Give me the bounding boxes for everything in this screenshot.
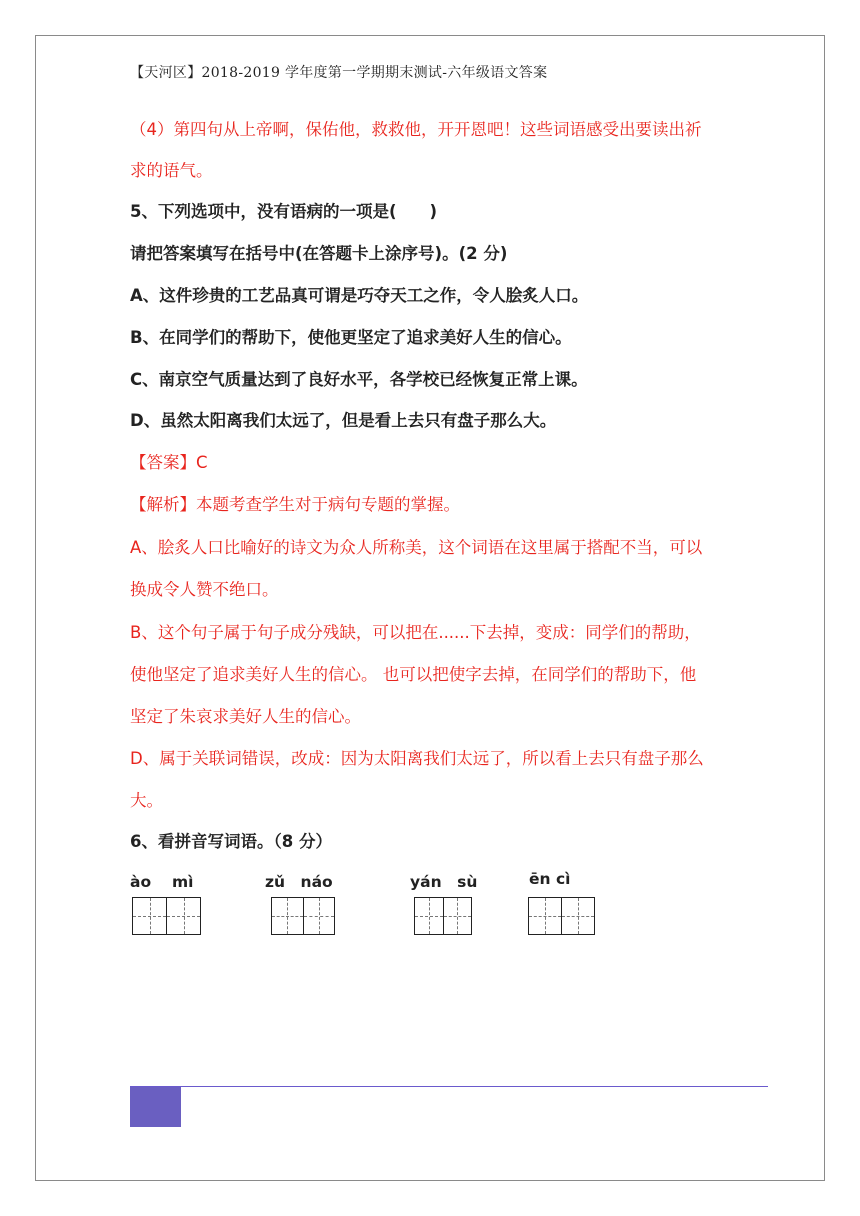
explanation-line: D、属于关联词错误，改成：因为太阳离我们太远了，所以看上去只有盘子那么 [130,749,704,768]
option-c: C、南京空气质量达到了良好水平，各学校已经恢复正常上课。 [130,370,588,389]
character-box[interactable] [133,898,166,934]
analysis-label: 【解析】本题考查学生对于病句专题的掌握。 [130,495,460,514]
explanation-line: 大。 [130,791,163,810]
character-box[interactable] [303,898,335,934]
character-box[interactable] [529,898,561,934]
character-box[interactable] [561,898,594,934]
explanation-line: B、这个句子属于句子成分残缺，可以把在......下去掉，变成：同学们的帮助， [130,623,701,642]
answer4-line1: （4）第四句从上帝啊，保佑他，救救他，开开恩吧！这些词语感受出要读出祈 [130,120,702,139]
page-header: 【天河区】2018-2019 学年度第一学期期末测试-六年级语文答案 [130,65,548,81]
writing-grid[interactable] [414,897,472,935]
writing-grid[interactable] [271,897,335,935]
option-b: B、在同学们的帮助下，使他更坚定了追求美好人生的信心。 [130,328,572,347]
character-box[interactable] [443,898,472,934]
character-box[interactable] [272,898,303,934]
option-a: A、这件珍贵的工艺品真可谓是巧夺天工之作，令人脍炙人口。 [130,286,589,305]
pinyin-label: ào mì [130,873,194,891]
answer-label: 【答案】C [130,453,208,472]
character-box[interactable] [415,898,443,934]
question6-title: 6、看拼音写词语。（8 分） [130,832,332,851]
pinyin-label: yán sù [410,873,478,891]
explanation-line: 使他坚定了追求美好人生的信心。 也可以把使字去掉，在同学们的帮助下，他 [130,665,697,684]
answer4-line2: 求的语气。 [130,161,213,180]
footer-accent-block [130,1087,181,1127]
writing-grid[interactable] [132,897,201,935]
pinyin-label: ēn cì [529,870,571,888]
character-box[interactable] [166,898,200,934]
option-d: D、虽然太阳离我们太远了，但是看上去只有盘子那么大。 [130,411,557,430]
writing-grid[interactable] [528,897,595,935]
question5-title: 5、下列选项中，没有语病的一项是( ) [130,202,438,221]
explanation-line: A、脍炙人口比喻好的诗文为众人所称美，这个词语在这里属于搭配不当，可以 [130,538,703,557]
explanation-line: 坚定了朱哀求美好人生的信心。 [130,707,361,726]
pinyin-label: zǔ náo [265,873,333,891]
explanation-line: 换成令人赞不绝口。 [130,580,279,599]
question5-instruction: 请把答案填写在括号中(在答题卡上涂序号)。(2 分) [130,244,508,263]
footer-divider [130,1086,768,1087]
